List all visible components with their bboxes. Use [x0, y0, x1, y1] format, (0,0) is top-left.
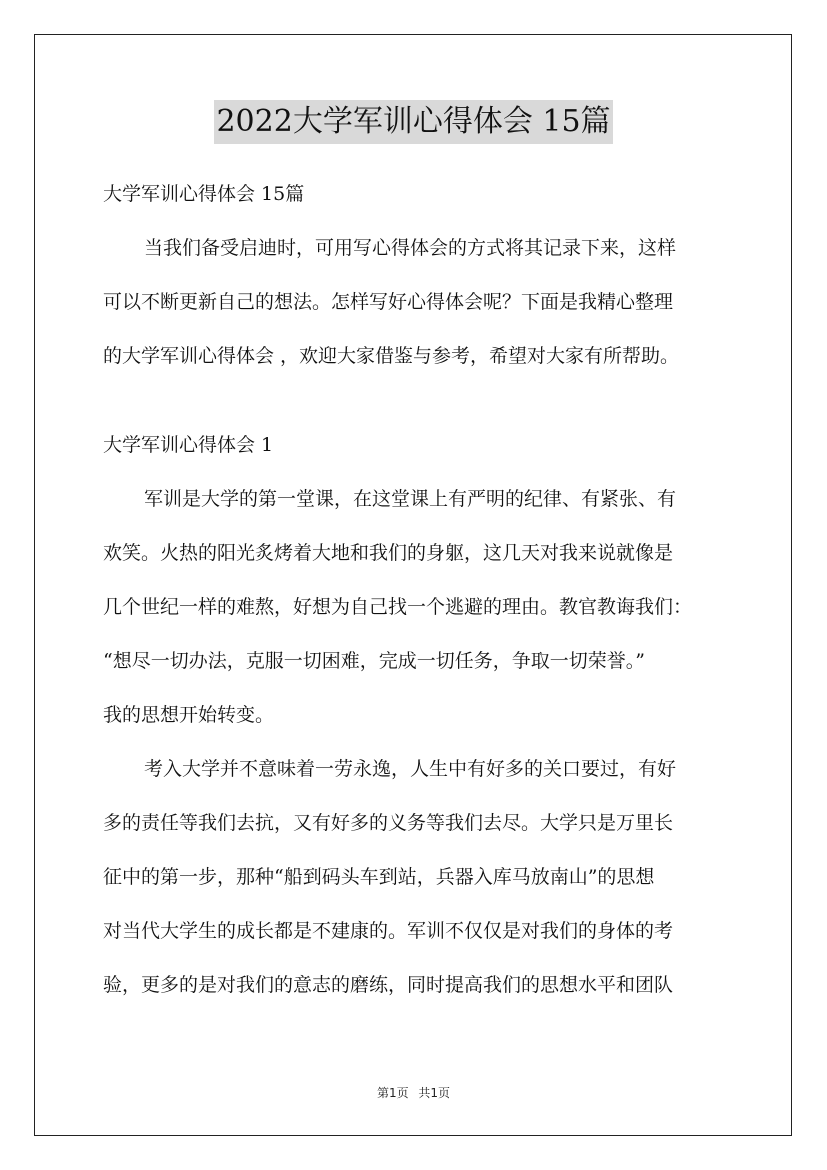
paragraph-line: “想尽一切办法，克服一切困难，完成一切任务，争取一切荣誉。”: [103, 650, 645, 672]
paragraph-line: 多的责任等我们去抗，又有好多的义务等我们去尽。大学只是万里长: [103, 812, 674, 834]
intro-line-1: 当我们备受启迪时，可用写心得体会的方式将其记录下来，这样: [144, 237, 677, 259]
subtitle: 大学军训心得体会 15篇: [103, 183, 305, 205]
document-body: [103, 174, 733, 1006]
paragraph-line: 对当代大学生的成长都是不建康的。军训不仅仅是对我们的身体的考: [103, 920, 674, 942]
intro-line-3: 的大学军训心得体会 ，欢迎大家借鉴与参考，希望对大家有所帮助。: [103, 345, 680, 367]
paragraph-line: 几个世纪一样的难熬，好想为自己找一个逃避的理由。教官教诲我们：: [103, 596, 693, 618]
page-number: 第1页: [376, 1086, 409, 1100]
paragraph-line: 征中的第一步，那种“船到码头车到站，兵器入库马放南山”的思想: [103, 866, 655, 888]
paragraph-line: 验，更多的是对我们的意志的磨练，同时提高我们的思想水平和团队: [103, 974, 674, 996]
title-container: [0, 100, 827, 144]
page-total: 共1页: [418, 1086, 451, 1100]
paragraph-line: 军训是大学的第一堂课，在这堂课上有严明的纪律、有紧张、有: [144, 488, 677, 510]
section-heading-1: 大学军训心得体会 1: [103, 434, 274, 456]
paragraph-line: 考入大学并不意味着一劳永逸，人生中有好多的关口要过，有好: [144, 758, 677, 780]
document-title: 2022大学军训心得体会 15篇: [214, 100, 612, 144]
page-footer: [0, 1084, 827, 1101]
intro-line-2: 可以不断更新自己的想法。怎样写好心得体会呢？下面是我精心整理: [103, 291, 674, 313]
paragraph-line: 欢笑。火热的阳光炙烤着大地和我们的身躯，这几天对我来说就像是: [103, 542, 674, 564]
paragraph-line: 我的思想开始转变。: [103, 704, 275, 726]
